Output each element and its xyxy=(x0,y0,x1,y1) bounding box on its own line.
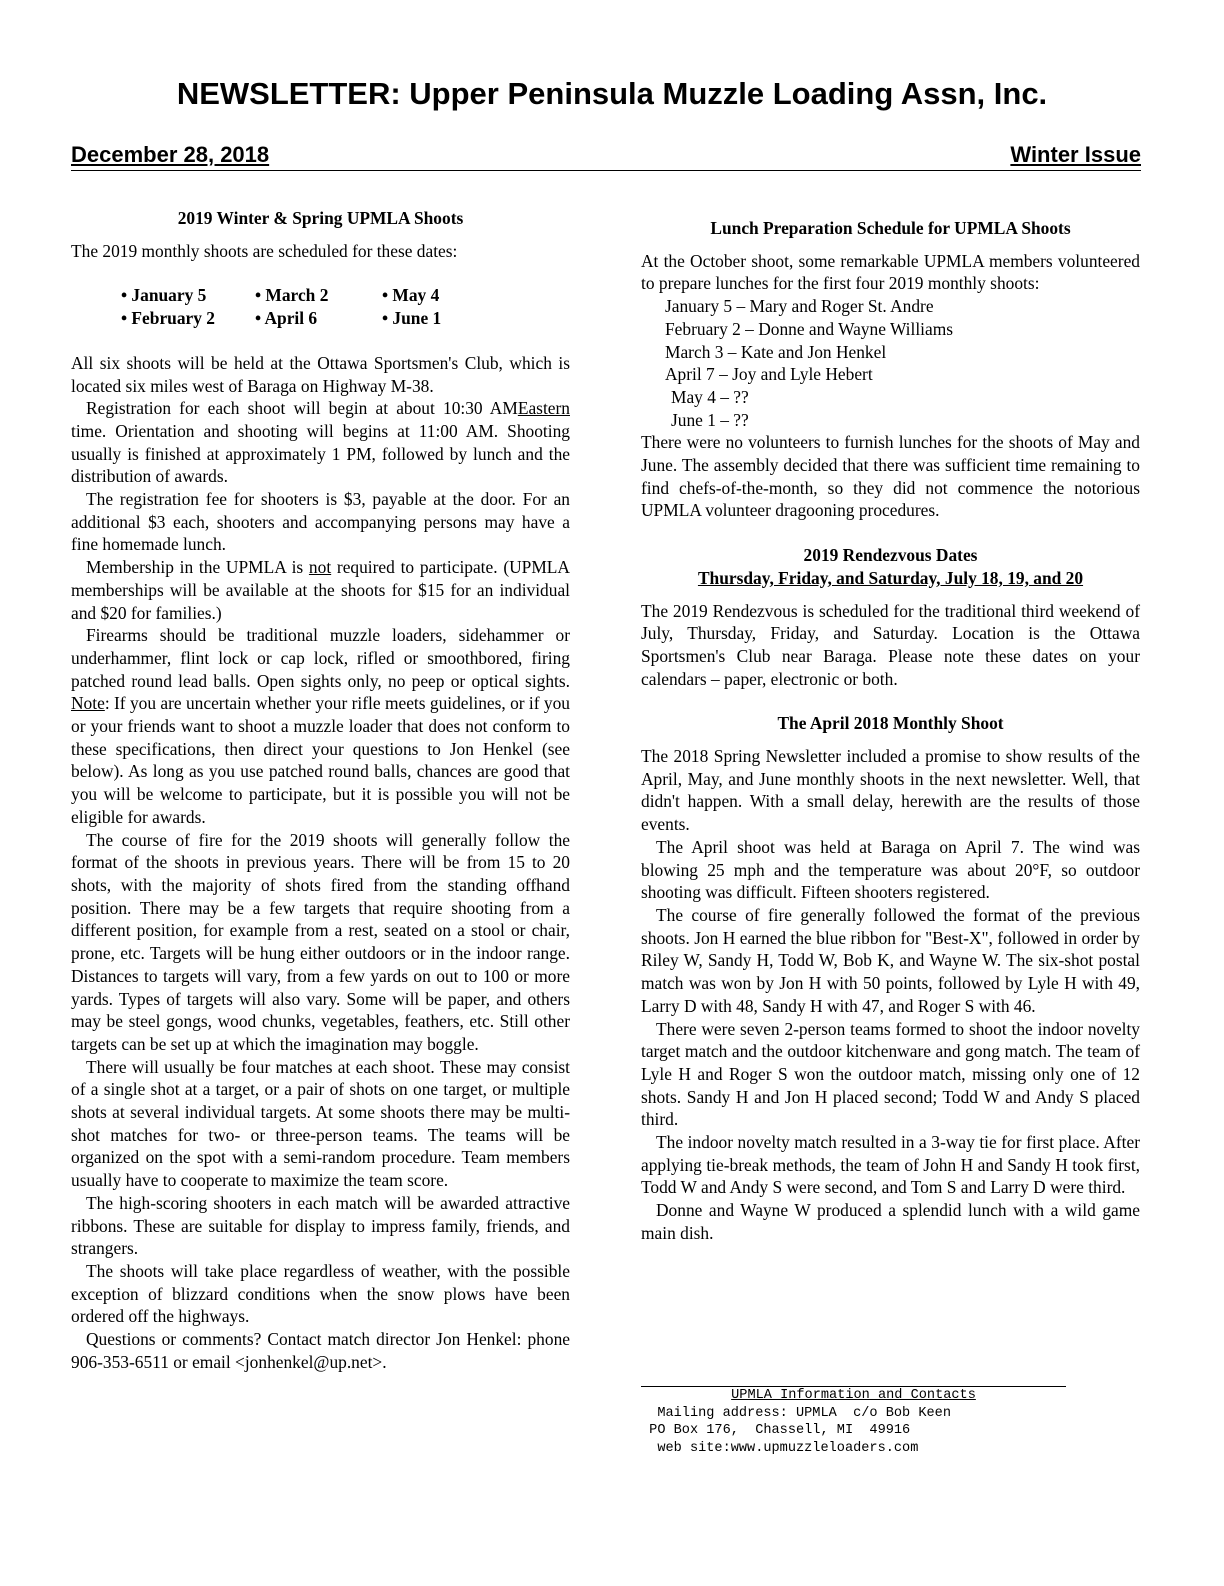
paragraph-location: All six shoots will be held at the Ottawa Sportsmen's Club, which is located six miles west of Baraga on Highway M-38. xyxy=(71,352,570,396)
shoot-date: • March 2 xyxy=(255,285,329,306)
april-paragraph: The 2018 Spring Newsletter included a promise to show results of the April, May, and June monthly shoots in the next newsletter. Well, that didn't happen. With a small delay, herewith are the results of those events. xyxy=(641,746,1140,835)
rendezvous-heading: 2019 Rendezvous Dates xyxy=(803,545,978,566)
shoot-date: • February 2 xyxy=(121,308,215,329)
contact-website: web site:www.upmuzzleloaders.com xyxy=(641,1440,919,1456)
april-paragraph: The course of fire generally followed the format of the previous shoots. Jon H earned the blue ribbon for "Best-X", followed in order by Riley W, Sandy H, Todd W, Bob K, and Wayne W. The six-shot postal match was won by Jon H with 50 points, followed by Lyle H with 49, Larry D with 48, Sandy H with 47, and Roger S with 46. xyxy=(641,904,1140,1016)
contact-title: UPMLA Information and Contacts xyxy=(731,1388,976,1403)
april-paragraph: The April shoot was held at Baraga on April 7. The wind was blowing 25 mph and the temperature was about 20°F, so outdoor shooting was difficult. Fifteen shooters registered. xyxy=(641,836,1140,903)
april-paragraph: Donne and Wayne W produced a splendid lunch with a wild game main dish. xyxy=(641,1200,1140,1243)
lunch-item: January 5 – Mary and Roger St. Andre xyxy=(665,296,934,317)
paragraph-firearms: Firearms should be traditional muzzle loaders, sidehammer or underhammer, flint lock or cap lock, rifled or smoothbored, firing patched round lead balls. Open sights only, no peep or optical sights. Note: If you are uncertain whether your rifle meets guidelines, or if you or your friends want to shoot a muzzle loader that does not conform to these specifications, then direct your questions to Jon Henkel (see below). As long as you use patched round balls, chances are good that you will be welcome to participate, but it is possible you will not be eligible for awards. xyxy=(71,625,570,827)
paragraph-fee: The registration fee for shooters is $3, payable at the door. For an additional $3 each, shooters and accompanying persons may have a fine homemade lunch. xyxy=(71,489,570,555)
lunch-item: February 2 – Donne and Wayne Williams xyxy=(665,318,954,339)
paragraph-membership: Membership in the UPMLA is not required to participate. (UPMLA memberships will be available at the shoots for $15 for an individual and $20 for families.) xyxy=(71,557,570,623)
paragraph-weather: The shoots will take place regardless of weather, with the possible exception of blizzard conditions when the snow plows have been ordered off the highways. xyxy=(71,1260,570,1327)
lunch-heading: Lunch Preparation Schedule for UPMLA Shoots xyxy=(710,218,1071,238)
contact-box xyxy=(641,1386,1066,1457)
left-column xyxy=(71,207,570,1373)
shoot-date: • June 1 xyxy=(382,308,442,329)
issue-date: December 28, 2018 xyxy=(71,142,270,167)
april-heading: The April 2018 Monthly Shoot xyxy=(777,713,1004,734)
shoot-date: • April 6 xyxy=(255,308,318,329)
rendezvous-subheading: Thursday, Friday, and Saturday, July 18, 19, and 20 xyxy=(697,567,1084,588)
paragraph-contact: Questions or comments? Contact match director Jon Henkel: phone 906-353-6511 or email <jonhenkel@up.net>. xyxy=(71,1329,570,1372)
shoot-date: • May 4 xyxy=(382,285,440,306)
april-paragraph: There were seven 2-person teams formed to shoot the indoor novelty target match and the outdoor kitchenware and gong match. The team of Lyle H and Roger S won the outdoor match, missing only one of 12 shots. Sandy H and Jon H placed second; Todd W and Andy S placed third. xyxy=(641,1018,1140,1130)
paragraph-matches: There will usually be four matches at each shoot. These may consist of a single shot at a target, or a pair of shots on one target, or multiple shots at several individual targets. At some shoots there may be multi-shot matches for two- or three-person teams. The teams will be organized on the spot with a semi-random procedure. Team members usually have to cooperate to maximize the team score. xyxy=(71,1056,570,1191)
lunch-item: May 4 – ?? xyxy=(671,386,749,407)
lunch-item: March 3 – Kate and Jon Henkel xyxy=(665,341,887,362)
lunch-after: There were no volunteers to furnish lunches for the shoots of May and June. The assembly decided that there was sufficient time remaining to find chefs-of-the-month, so they did not commence the notorious UPMLA volunteer dragooning procedures. xyxy=(641,432,1140,521)
shoots-intro: The 2019 monthly shoots are scheduled for these dates: xyxy=(71,240,458,261)
shoots-heading: 2019 Winter & Spring UPMLA Shoots xyxy=(177,208,464,228)
lunch-intro: At the October shoot, some remarkable UPMLA members volunteered to prepare lunches for the first four 2019 monthly shoots: xyxy=(641,250,1140,294)
issue-name: Winter Issue xyxy=(1010,142,1141,167)
newsletter-title: NEWSLETTER: Upper Peninsula Muzzle Loading Assn, Inc. xyxy=(176,76,1048,111)
shoot-date: • January 5 xyxy=(121,285,207,306)
contact-mailing: Mailing address: UPMLA c/o Bob Keen xyxy=(641,1405,951,1421)
paragraph-registration: Registration for each shoot will begin at about 10:30 AMEastern time. Orientation and shooting will begins at 11:00 AM. Shooting usually is finished at approximately 1 PM, followed by lunch and the distribution of awards. xyxy=(71,398,570,487)
shoot-dates-list xyxy=(121,284,570,329)
lunch-item: April 7 – Joy and Lyle Hebert xyxy=(665,364,873,385)
rendezvous-text: The 2019 Rendezvous is scheduled for the traditional third weekend of July, Thursday, Friday, and Saturday. Location is the Ottawa Sportsmen's Club near Baraga. Please note these dates on your calendars – paper, electronic or both. xyxy=(641,600,1140,689)
contact-po-box: PO Box 176, Chassell, MI 49916 xyxy=(641,1423,911,1438)
lunch-item: June 1 – ?? xyxy=(671,409,749,430)
paragraph-course-of-fire: The course of fire for the 2019 shoots will generally follow the format of the shoots in previous years. There will be from 15 to 20 shots, with the majority of shots fired from the standing offhand position. There may be a few targets that require shooting from a different position, for example from a rest, seated on a stool or chair, prone, etc. Targets will be hung either outdoors or in the indoor range. Distances to targets will vary, from a few yards on out to 100 or more yards. Types of targets will also vary. Some will be paper, and others may be steel gongs, wood chunks, vegetables, feathers, etc. Still other targets can be set up at which the imagination may boggle. xyxy=(71,829,570,1054)
april-paragraph: The indoor novelty match resulted in a 3-way tie for first place. After applying tie-break methods, the team of John H and Sandy H took first, Todd W and Andy S were second, and Tom S and Larry D were third. xyxy=(641,1132,1140,1198)
right-column xyxy=(641,217,1140,1245)
dateline xyxy=(71,142,1141,171)
paragraph-ribbons: The high-scoring shooters in each match will be awarded attractive ribbons. These are suitable for display to impress family, friends, and strangers. xyxy=(71,1192,570,1259)
